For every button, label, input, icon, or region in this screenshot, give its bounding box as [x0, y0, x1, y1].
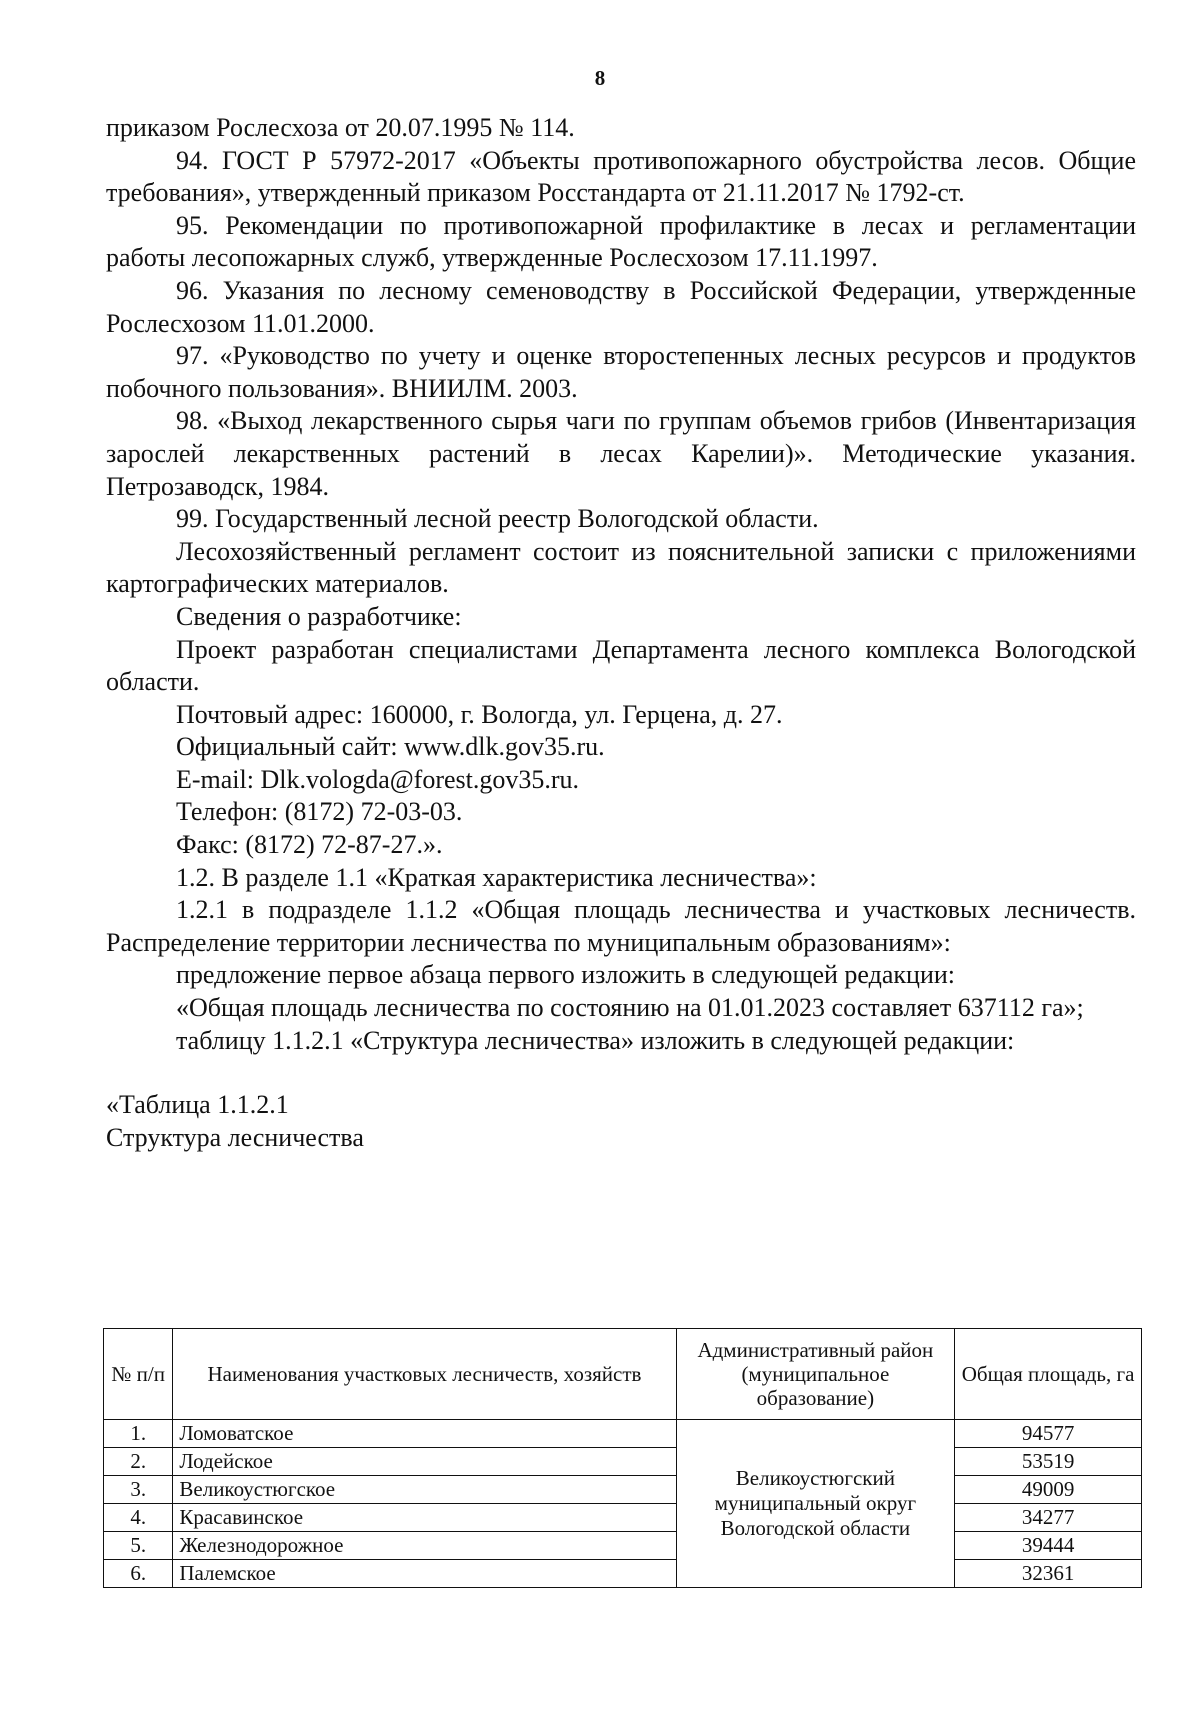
- row-area: 34277: [955, 1504, 1142, 1532]
- paragraph: таблицу 1.1.2.1 «Структура лесничества» изложить в следующей редакции:: [176, 1025, 1015, 1055]
- header-district: Административный район (муниципальное образование): [676, 1329, 955, 1420]
- row-name: Красавинское: [173, 1504, 676, 1532]
- header-num: № п/п: [104, 1329, 173, 1420]
- table-row: [104, 1560, 1142, 1588]
- section-heading: 1.2. В разделе 1.1 «Краткая характеристика лесничества»:: [176, 862, 817, 892]
- reference-item-99: 99. Государственный лесной реестр Вологодской области.: [176, 504, 819, 534]
- table-header-row: [104, 1329, 1142, 1420]
- forestry-structure-table: [103, 1328, 1142, 1588]
- header-name: Наименования участковых лесничеств, хозяйств: [173, 1329, 676, 1420]
- row-num: 6.: [104, 1560, 173, 1588]
- phone: Телефон: (8172) 72-03-03.: [176, 797, 463, 827]
- postal-address: Почтовый адрес: 160000, г. Вологда, ул. Герцена, д. 27.: [176, 699, 783, 729]
- header-area: Общая площадь, га: [955, 1329, 1142, 1420]
- page-number: 8: [594, 66, 606, 90]
- row-num: 3.: [104, 1476, 173, 1504]
- reference-item-94: 94. ГОСТ Р 57972-2017 «Объекты противопожарного обустройства лесов. Общие требования», утвержденный приказом Росстандарта от 21.11.2017 № 1792-ст.: [106, 145, 1136, 208]
- developer-info-heading: Сведения о разработчике:: [176, 601, 462, 631]
- table-row: [104, 1420, 1142, 1448]
- website: Официальный сайт: www.dlk.gov35.ru.: [176, 732, 605, 762]
- row-name: Палемское: [173, 1560, 676, 1588]
- row-area: 94577: [955, 1420, 1142, 1448]
- row-num: 1.: [104, 1420, 173, 1448]
- table-row: [104, 1476, 1142, 1504]
- row-area: 32361: [955, 1560, 1142, 1588]
- row-name: Железнодорожное: [173, 1532, 676, 1560]
- district-cell: Великоустюгский муниципальный округ Вологодской области: [676, 1420, 955, 1588]
- fax: Факс: (8172) 72-87-27.».: [176, 830, 443, 860]
- table-row: [104, 1448, 1142, 1476]
- row-name: Великоустюгское: [173, 1476, 676, 1504]
- document-body: [106, 112, 1136, 1154]
- reference-item-96: 96. Указания по лесному семеноводству в Российской Федерации, утвержденные Рослесхозом 11.01.2000.: [106, 275, 1136, 338]
- paragraph: приказом Рослесхоза от 20.07.1995 № 114.: [106, 113, 575, 142]
- paragraph: предложение первое абзаца первого изложить в следующей редакции:: [176, 960, 955, 990]
- row-name: Лодейское: [173, 1448, 676, 1476]
- paragraph: «Общая площадь лесничества по состоянию на 01.01.2023 составляет 637112 га»;: [176, 993, 1084, 1023]
- row-num: 5.: [104, 1532, 173, 1560]
- reference-item-95: 95. Рекомендации по противопожарной профилактике в лесах и регламентации работы лесопожарных служб, утвержденные Рослесхозом 17.11.1997.: [106, 210, 1136, 273]
- paragraph: 1.2.1 в подразделе 1.1.2 «Общая площадь лесничества и участковых лесничеств. Распределение территории лесничества по муниципальным образованиям»:: [106, 895, 1136, 957]
- paragraph: Лесохозяйственный регламент состоит из пояснительной записки с приложениями картографических материалов.: [106, 536, 1136, 599]
- table-title: Структура лесничества: [106, 1122, 364, 1152]
- row-num: 4.: [104, 1504, 173, 1532]
- row-area: 53519: [955, 1448, 1142, 1476]
- reference-item-98: 98. «Выход лекарственного сырья чаги по группам объемов грибов (Инвентаризация зарослей лекарственных растений в лесах Карелии)». Методические указания. Петрозаводск, 1984.: [106, 406, 1136, 501]
- paragraph: Проект разработан специалистами Департамента лесного комплекса Вологодской области.: [106, 634, 1136, 697]
- table-row: [104, 1504, 1142, 1532]
- table-row: [104, 1532, 1142, 1560]
- row-area: 49009: [955, 1476, 1142, 1504]
- reference-item-97: 97. «Руководство по учету и оценке второстепенных лесных ресурсов и продуктов побочного пользования». ВНИИЛМ. 2003.: [106, 341, 1136, 403]
- row-name: Ломоватское: [173, 1420, 676, 1448]
- row-num: 2.: [104, 1448, 173, 1476]
- table-label: «Таблица 1.1.2.1: [106, 1090, 289, 1120]
- email: E-mail: Dlk.vologda@forest.gov35.ru.: [176, 764, 580, 794]
- row-area: 39444: [955, 1532, 1142, 1560]
